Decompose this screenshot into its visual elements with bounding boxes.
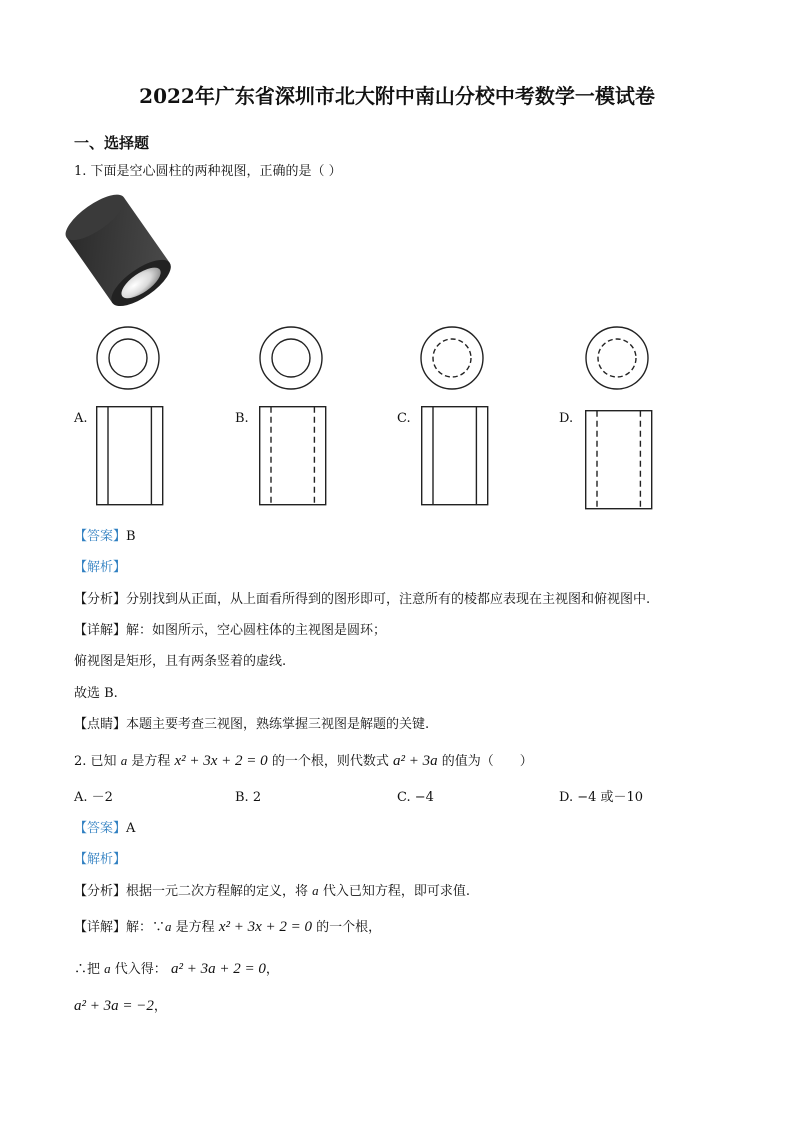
q1-line2: 俯视图是矩形，且有两条竖着的虚线.: [74, 654, 287, 669]
q1-stem: 1. 下面是空心圆柱的两种视图，正确的是（ ）: [74, 164, 342, 179]
option-b-label: B.: [235, 411, 249, 426]
q1-analysis-tag: 【解析】: [74, 560, 127, 575]
option-d-top-view: [584, 325, 650, 391]
q2-stem-part-d: 的值为（ ）: [441, 754, 533, 769]
q2-var-a: a: [120, 753, 128, 768]
q1-answer: [74, 528, 136, 546]
q2-option-a: A. －2: [74, 790, 113, 805]
q2-stem-part-a: 2. 已知: [74, 754, 117, 769]
q2-answer: [74, 820, 135, 838]
q2-fenxi: [74, 882, 470, 901]
q2-equation: x² + 3x + 2 = 0: [174, 753, 268, 769]
q1-dianjing-tag: 【点睛】: [74, 717, 127, 732]
q1-fenxi-tag: 【分析】: [74, 592, 127, 607]
q2-substitute-equation: a² + 3a + 2 = 0: [170, 961, 266, 977]
q2-substitute-part-b: 代入得：: [114, 962, 167, 977]
q1-dianjing-text: 本题主要考查三视图，熟练掌握三视图是解题的关键.: [126, 717, 430, 732]
q2-fenxi-tag: 【分析】: [74, 884, 127, 899]
option-c-label: C.: [397, 411, 411, 426]
q2-fenxi-var: a: [312, 883, 319, 898]
q2-substitute-part-c: ，: [265, 962, 279, 977]
q1-answer-value: B: [126, 529, 136, 544]
q2-xiangjie-equation: x² + 3x + 2 = 0: [218, 919, 313, 935]
option-b-front-view: [259, 406, 327, 506]
q1-dianjing: [74, 716, 429, 734]
option-a-top-view: [95, 325, 161, 391]
q2-stem-part-c: 的一个根，则代数式: [271, 754, 389, 769]
q1-fenxi-text: 分别找到从正面，从上面看所得到的图形即可，注意所有的棱都应表现在主视图和俯视图中.: [126, 592, 651, 607]
section-heading: 一、选择题: [74, 134, 150, 152]
hollow-cylinder-image: [70, 200, 190, 310]
q2-final-equation: a² + 3a = −2: [74, 998, 154, 1014]
q1-fenxi: [74, 591, 650, 609]
q1-xiangjie-tag: 【详解】: [74, 623, 127, 638]
q2-xiangjie-var: a: [165, 919, 172, 934]
q2-fenxi-part-a: 根据一元二次方程解的定义，将: [126, 884, 309, 899]
q2-xiangjie-part-a: 解：∵: [126, 920, 166, 935]
q2-final: [74, 997, 167, 1016]
q2-substitute-part-a: ∴把: [74, 962, 101, 977]
q2-substitute: [74, 960, 279, 979]
q2-substitute-var: a: [104, 961, 111, 976]
q2-xiangjie: [74, 918, 381, 937]
q2-xiangjie-tag: 【详解】: [74, 920, 127, 935]
option-d-label: D.: [559, 411, 574, 426]
option-c-front-view: [421, 406, 489, 506]
q2-xiangjie-part-b: 是方程: [175, 920, 215, 935]
q2-expression: a² + 3a: [392, 753, 438, 769]
option-a-label: A.: [74, 411, 88, 426]
q2-fenxi-part-b: 代入已知方程，即可求值.: [322, 884, 470, 899]
page-title: 2022年广东省深圳市北大附中南山分校中考数学一模试卷: [139, 84, 655, 108]
q2-answer-value: A: [126, 821, 136, 836]
q1-xiangjie-text: 解：如图所示，空心圆柱体的主视图是圆环；: [126, 623, 387, 638]
q2-option-c: C. −4: [397, 790, 434, 805]
q2-final-comma: ，: [153, 999, 167, 1014]
q2-answer-tag: 【答案】: [74, 821, 127, 836]
option-d-front-view: [585, 410, 653, 510]
q2-xiangjie-part-c: 的一个根，: [316, 920, 382, 935]
q2-stem: [74, 752, 533, 771]
q1-answer-tag: 【答案】: [74, 529, 127, 544]
q1-line3: 故选 B.: [74, 686, 118, 701]
q1-xiangjie: [74, 622, 386, 640]
option-a-front-view: [96, 406, 164, 506]
q2-stem-part-b: 是方程: [131, 754, 171, 769]
q2-option-b: B. 2: [235, 790, 262, 805]
q2-analysis-tag: 【解析】: [74, 852, 127, 867]
option-b-top-view: [258, 325, 324, 391]
q2-option-d: D. −4 或－10: [559, 790, 644, 805]
option-c-top-view: [419, 325, 485, 391]
